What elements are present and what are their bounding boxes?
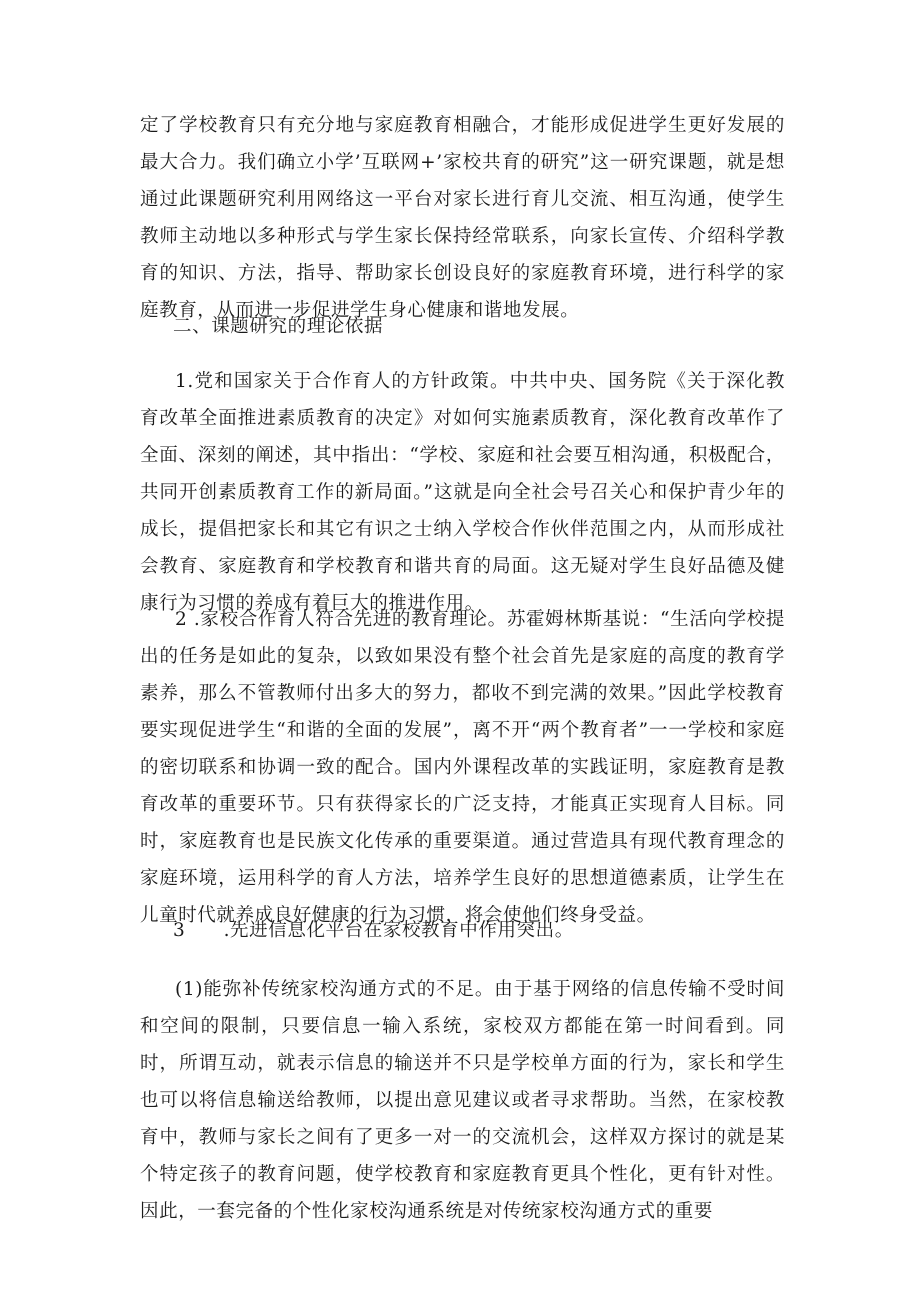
paragraph-item-1: 1.党和国家关于合作育人的方针政策。中共中央、国务院《关于深化教育改革全面推进素质教育的决定》对如何实施素质教育，深化教育改革作了全面、深刻的阐述，其中指出：“学校、家庭和社会要互相沟通，积极配合，共同开创素质教育工作的新局面。”这就是向全社会号召关心和保护青少年的成长，提倡把家长和其它有识之士纳入学校合作伙伴范围之内，从而形成社会教育、家庭教育和学校教育和谐共育的局面。这无疑对学生良好品德及健康行为习惯的养成有着巨大的推进作用。 xyxy=(140,371,785,614)
section-heading: 二、课题研究的理论依据 xyxy=(173,316,384,337)
item-3-heading: 3 .先进信息化平台在家校教育中作用突出。 xyxy=(173,920,574,941)
paragraph-continued: 定了学校教育只有充分地与家庭教育相融合，才能形成促进学生更好发展的最大合力。我们确立小学’互联网+’家校共育的研究”这一研究课题，就是想通过此课题研究利用网络这一平台对家长进行育儿交流、相互沟通，使学生教师主动地以多种形式与学生家长保持经常联系，向家长宣传、介绍科学教育的知识、方法，指导、帮助家长创设良好的家庭教育环境，进行科学的家庭教育，从而进一步促进学生身心健康和谐地发展。 xyxy=(140,115,785,321)
paragraph-item-3-sub-1: (1)能弥补传统家校沟通方式的不足。由于基于网络的信息传输不受时间和空间的限制，只要信息一输入系统，家校双方都能在第一时间看到。同时，所谓互动，就表示信息的输送并不只是学校单方面的行为，家长和学生也可以将信息输送给教师，以提出意见建议或者寻求帮助。当然，在家校教育中，教师与家长之间有了更多一对一的交流机会，这样双方探讨的就是某个特定孩子的教育问题，使学校教育和家庭教育更具个性化，更有针对性。因此，一套完备的个性化家校沟通系统是对传统家校沟通方式的重要 xyxy=(140,979,785,1222)
paragraph-item-2: 2 .家校合作育人符合先进的教育理论。苏霍姆林斯基说：“生活向学校提出的任务是如此的复杂，以致如果没有整个社会首先是家庭的高度的教育学素养，那么不管教师付出多大的努力，都收不到完满的效果。”因此学校教育要实现促进学生“和谐的全面的发展”，离不开“两个教育者”一一学校和家庭的密切联系和协调一致的配合。国内外课程改革的实践证明，家庭教育是教育改革的重要环节。只有获得家长的广泛支持，才能真正实现育人目标。同时，家庭教育也是民族文化传承的重要渠道。通过营造具有现代教育理念的家庭环境，运用科学的育人方法，培养学生良好的思想道德素质，让学生在儿童时代就养成良好健康的行为习惯，将会使他们终身受益。 xyxy=(140,609,785,926)
